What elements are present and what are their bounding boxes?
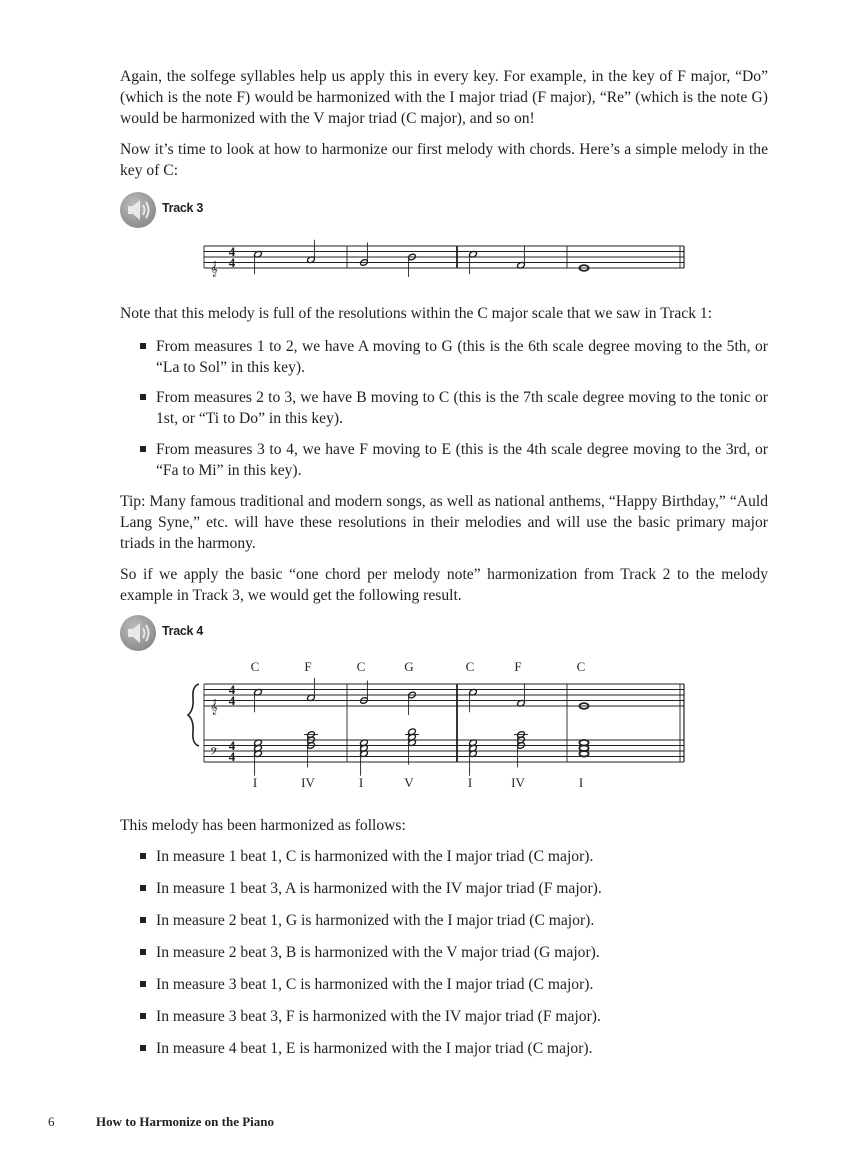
roman-numeral: I (252, 775, 258, 790)
bullet-icon (140, 1013, 146, 1019)
roman-numeral: I (358, 775, 364, 790)
chord-symbol: F (514, 659, 522, 674)
roman-numeral: IV (511, 775, 525, 790)
time-signature-top: 4 (228, 244, 236, 259)
list-item (156, 942, 768, 963)
time-signature-bottom: 4 (228, 749, 236, 764)
roman-numeral: V (404, 775, 414, 790)
track-3-label: Track 3 (162, 201, 203, 215)
list-item-text: In measure 2 beat 1, G is harmonized with the I major triad (C major). (156, 912, 595, 929)
time-signature-bottom: 4 (228, 693, 236, 708)
time-signature-top: 4 (228, 682, 236, 697)
list-item (156, 1006, 768, 1027)
paragraph-tip: Tip: Many famous traditional and modern songs, as well as national anthems, “Happy Birthday,” “Auld Lang Syne,” etc. will have these resolutions in their melodies and will use the basic primary major triads in the harmony. (120, 493, 768, 552)
chord-symbol: C (250, 659, 260, 674)
paragraph-resolutions: Note that this melody is full of the resolutions within the C major scale that we saw in Track 1: (120, 305, 713, 322)
list-item-text: From measures 3 to 4, we have F moving to E (this is the 4th scale degree moving to the 3rd, or “Fa to Mi” in this key). (156, 441, 768, 479)
bullet-icon (140, 853, 146, 859)
list-item (156, 910, 768, 931)
chord-symbol: C (576, 659, 586, 674)
bullet-icon (140, 917, 146, 923)
bullet-icon (140, 949, 146, 955)
paragraph-solfege: Again, the solfege syllables help us apply this in every key. For example, in the key of F major, “Do” (which is the note F) would be harmonized with the I major triad (F major), “Re” (which is the note G) would be harmonized with the V major triad (C major), and so on! (120, 68, 768, 127)
list-item-text: In measure 2 beat 3, B is harmonized with the V major triad (G major). (156, 944, 600, 961)
track-4-label: Track 4 (162, 624, 203, 638)
list-item (156, 1038, 768, 1059)
list-item-text: In measure 1 beat 3, A is harmonized with the IV major triad (F major). (156, 880, 602, 897)
time-signature-bottom: 4 (228, 255, 236, 270)
list-item-text: In measure 4 beat 1, E is harmonized with the I major triad (C major). (156, 1040, 593, 1057)
treble-clef-icon: 𝄞 (210, 261, 218, 276)
list-item-text: In measure 1 beat 1, C is harmonized with the I major triad (C major). (156, 848, 594, 865)
treble-clef-icon: 𝄞 (210, 699, 218, 714)
chord-symbol: F (304, 659, 312, 674)
roman-numeral: I (467, 775, 473, 790)
time-signature-top: 4 (228, 738, 236, 753)
roman-numeral: IV (301, 775, 315, 790)
chord-symbol: C (465, 659, 475, 674)
bullet-icon (140, 1045, 146, 1051)
roman-numeral: I (578, 775, 584, 790)
list-item-text: In measure 3 beat 1, C is harmonized with the I major triad (C major). (156, 976, 594, 993)
bullet-icon (140, 885, 146, 891)
whole-note (579, 740, 588, 746)
page-number: 6 (48, 1114, 55, 1129)
list-item (156, 974, 768, 995)
paragraph-intro-melody: Now it’s time to look at how to harmonize our first melody with chords. Here’s a simple melody in the key of C: (120, 141, 768, 179)
paragraph-harmonized: This melody has been harmonized as follows: (120, 817, 406, 834)
chord-symbol: C (356, 659, 366, 674)
list-item-text: In measure 3 beat 3, F is harmonized with the IV major triad (F major). (156, 1008, 601, 1025)
paragraph-apply: So if we apply the basic “one chord per melody note” harmonization from Track 2 to the melody example in Track 3, we would get the following result. (120, 566, 768, 604)
bullet-icon (140, 981, 146, 987)
chord-symbol: G (404, 659, 414, 674)
list-item-text: From measures 1 to 2, we have A moving to G (this is the 6th scale degree moving to the 5th, or “La to Sol” in this key). (156, 338, 768, 376)
bass-clef-icon: 𝄢 (209, 745, 219, 760)
list-item (156, 878, 768, 899)
list-item-text: From measures 2 to 3, we have B moving to C (this is the 7th scale degree moving to the tonic or 1st, or “Ti to Do” in this key). (156, 389, 768, 427)
list-item (156, 846, 768, 867)
brace-icon (188, 684, 199, 746)
book-title: How to Harmonize on the Piano (96, 1114, 275, 1129)
